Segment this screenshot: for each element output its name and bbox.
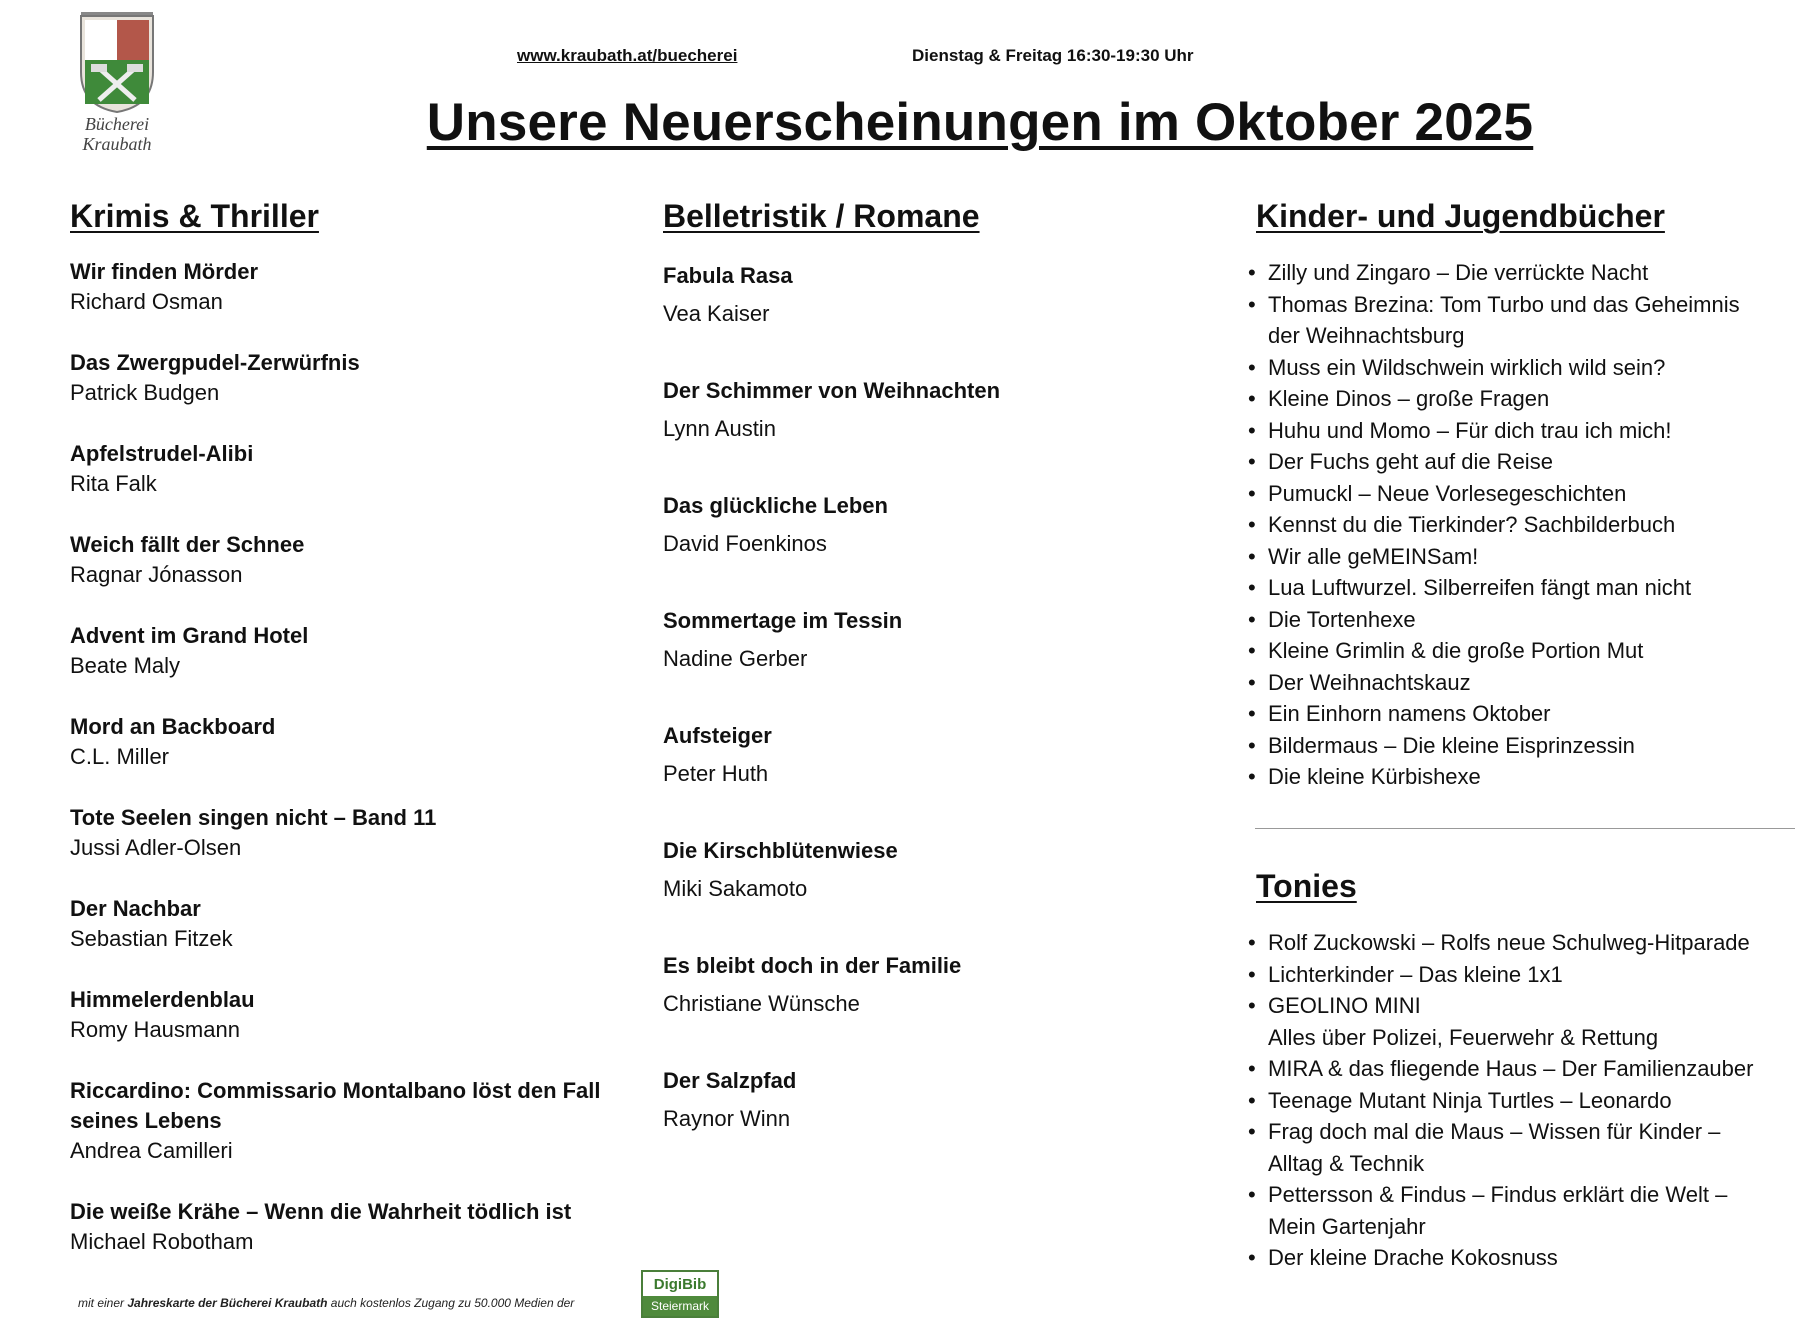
list-item: • Pettersson & Findus – Findus erklärt die Welt – Mein Gartenjahr bbox=[1256, 1179, 1796, 1242]
list-item: • Muss ein Wildschwein wirklich wild sein? bbox=[1256, 352, 1796, 384]
logo-text-line1: Bücherei bbox=[84, 114, 150, 134]
list-item: • Der Fuchs geht auf die Reise bbox=[1256, 446, 1796, 478]
list-item: • Kleine Grimlin & die große Portion Mut bbox=[1256, 635, 1796, 667]
list-item: • Die kleine Kürbishexe bbox=[1256, 761, 1796, 793]
book-title: Das Zwergpudel-Zerwürfnis bbox=[70, 350, 360, 375]
krimis-heading: Krimis & Thriller bbox=[70, 198, 319, 234]
list-item: • Der Weihnachtskauz bbox=[1256, 667, 1796, 699]
list-item: • Bildermaus – Die kleine Eisprinzessin bbox=[1256, 730, 1796, 762]
book-author: Michael Robotham bbox=[70, 1229, 254, 1254]
list-item: • MIRA & das fliegende Haus – Der Familienzauber bbox=[1256, 1053, 1796, 1085]
book-title: Die weiße Krähe – Wenn die Wahrheit tödlich ist bbox=[70, 1199, 572, 1224]
book-title: Fabula Rasa bbox=[663, 263, 793, 288]
list-item: • Zilly und Zingaro – Die verrückte Nacht bbox=[1256, 257, 1796, 289]
list-item: • Kennst du die Tierkinder? Sachbilderbuch bbox=[1256, 509, 1796, 541]
tonies-list bbox=[1256, 927, 1796, 1274]
book-author: Miki Sakamoto bbox=[663, 876, 808, 901]
book-title: Die Kirschblütenwiese bbox=[663, 838, 898, 863]
section-divider bbox=[1255, 828, 1795, 829]
list-item: • GEOLINO MINI Alles über Polizei, Feuerwehr & Rettung bbox=[1256, 990, 1796, 1053]
book-entry bbox=[70, 1197, 630, 1257]
footer-note: mit einer Jahreskarte der Bücherei Kraubath auch kostenlos Zugang zu 50.000 Medien der bbox=[78, 1296, 575, 1310]
book-author: C.L. Miller bbox=[70, 744, 170, 769]
book-title: Tote Seelen singen nicht – Band 11 bbox=[70, 805, 437, 830]
book-entry bbox=[70, 803, 630, 863]
book-title: Der Salzpfad bbox=[663, 1068, 797, 1093]
list-item: • Teenage Mutant Ninja Turtles – Leonardo bbox=[1256, 1085, 1796, 1117]
book-entry bbox=[70, 985, 630, 1045]
book-entry bbox=[70, 439, 630, 499]
book-title: Wir finden Mörder bbox=[70, 259, 259, 284]
book-entry bbox=[70, 1076, 630, 1166]
book-author: Raynor Winn bbox=[663, 1106, 791, 1131]
book-entry bbox=[70, 712, 630, 772]
list-item: • Rolf Zuckowski – Rolfs neue Schulweg-Hitparade bbox=[1256, 927, 1796, 959]
book-title: Weich fällt der Schnee bbox=[70, 532, 305, 557]
list-item: • Wir alle geMEINSam! bbox=[1256, 541, 1796, 573]
belletristik-section bbox=[663, 198, 1223, 1177]
belletristik-heading: Belletristik / Romane bbox=[663, 198, 980, 234]
book-entry bbox=[663, 832, 1223, 908]
book-author: Sebastian Fitzek bbox=[70, 926, 233, 951]
book-author: Richard Osman bbox=[70, 289, 223, 314]
kinder-list bbox=[1256, 257, 1796, 793]
tonies-section bbox=[1256, 868, 1796, 1274]
book-title: Das glückliche Leben bbox=[663, 493, 888, 518]
book-entry bbox=[663, 487, 1223, 563]
list-item: • Lua Luftwurzel. Silberreifen fängt man nicht bbox=[1256, 572, 1796, 604]
list-item: • Die Tortenhexe bbox=[1256, 604, 1796, 636]
book-author: Nadine Gerber bbox=[663, 646, 808, 671]
kinder-section bbox=[1256, 198, 1796, 793]
book-entry bbox=[70, 257, 630, 317]
book-entry bbox=[70, 894, 630, 954]
book-entry bbox=[70, 530, 630, 590]
digibib-region: Steiermark bbox=[643, 1296, 717, 1316]
book-title: Der Nachbar bbox=[70, 896, 201, 921]
book-entry bbox=[663, 602, 1223, 678]
digibib-badge[interactable] bbox=[641, 1270, 719, 1318]
logo-text-line2: Kraubath bbox=[82, 134, 152, 154]
book-title: Advent im Grand Hotel bbox=[70, 623, 309, 648]
book-entry bbox=[663, 947, 1223, 1023]
book-author: Ragnar Jónasson bbox=[70, 562, 243, 587]
tonies-heading: Tonies bbox=[1256, 868, 1357, 904]
list-item: • Huhu und Momo – Für dich trau ich mich! bbox=[1256, 415, 1796, 447]
list-item: • Thomas Brezina: Tom Turbo und das Geheimnis der Weihnachtsburg bbox=[1256, 289, 1796, 352]
book-author: Romy Hausmann bbox=[70, 1017, 240, 1042]
kinder-heading: Kinder- und Jugendbücher bbox=[1256, 198, 1665, 234]
page-title: Unsere Neuerscheinungen im Oktober 2025 bbox=[426, 93, 1534, 152]
book-author: Peter Huth bbox=[663, 761, 769, 786]
list-item: • Lichterkinder – Das kleine 1x1 bbox=[1256, 959, 1796, 991]
list-item: • Pumuckl – Neue Vorlesegeschichten bbox=[1256, 478, 1796, 510]
book-entry bbox=[663, 1062, 1223, 1138]
book-title: Riccardino: Commissario Montalbano löst den Fall seines Lebens bbox=[70, 1078, 601, 1133]
book-author: Jussi Adler-Olsen bbox=[70, 835, 242, 860]
book-author: Andrea Camilleri bbox=[70, 1138, 233, 1163]
list-item: • Ein Einhorn namens Oktober bbox=[1256, 698, 1796, 730]
book-entry bbox=[663, 257, 1223, 333]
book-title: Aufsteiger bbox=[663, 723, 772, 748]
book-title: Sommertage im Tessin bbox=[663, 608, 903, 633]
book-author: Vea Kaiser bbox=[663, 301, 770, 326]
website-link[interactable]: www.kraubath.at/buecherei bbox=[517, 46, 738, 65]
book-author: Lynn Austin bbox=[663, 416, 776, 441]
krimis-section bbox=[70, 198, 630, 1288]
list-item: • Der kleine Drache Kokosnuss bbox=[1256, 1242, 1796, 1274]
book-entry bbox=[70, 348, 630, 408]
book-entry bbox=[663, 717, 1223, 793]
book-entry bbox=[663, 372, 1223, 448]
book-author: Christiane Wünsche bbox=[663, 991, 860, 1016]
book-author: David Foenkinos bbox=[663, 531, 827, 556]
book-title: Apfelstrudel-Alibi bbox=[70, 441, 254, 466]
book-author: Beate Maly bbox=[70, 653, 181, 678]
book-title: Mord an Backboard bbox=[70, 714, 276, 739]
book-entry bbox=[70, 621, 630, 681]
book-author: Patrick Budgen bbox=[70, 380, 220, 405]
digibib-label: DigiBib bbox=[653, 1275, 707, 1293]
book-title: Himmelerdenblau bbox=[70, 987, 255, 1012]
list-item: • Frag doch mal die Maus – Wissen für Kinder – Alltag & Technik bbox=[1256, 1116, 1796, 1179]
book-author: Rita Falk bbox=[70, 471, 157, 496]
book-title: Es bleibt doch in der Familie bbox=[663, 953, 962, 978]
book-title: Der Schimmer von Weihnachten bbox=[663, 378, 1001, 403]
list-item: • Kleine Dinos – große Fragen bbox=[1256, 383, 1796, 415]
opening-hours: Dienstag & Freitag 16:30-19:30 Uhr bbox=[912, 46, 1194, 65]
